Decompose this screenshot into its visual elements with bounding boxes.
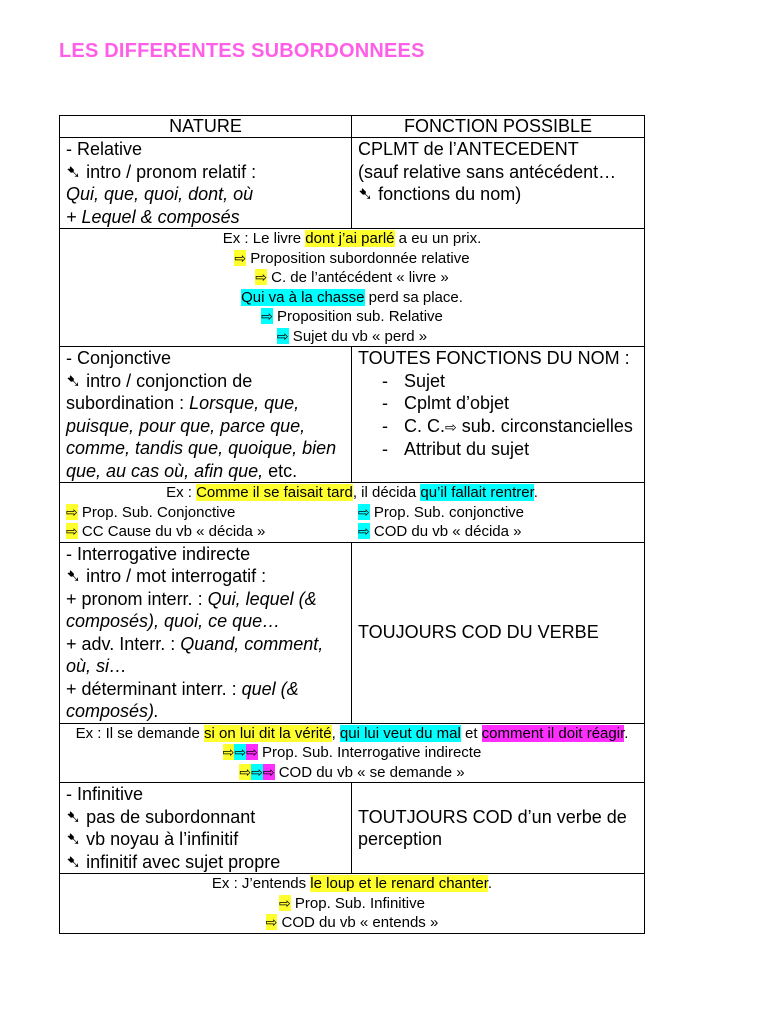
example-text: , [331,724,340,742]
example-text: COD du vb « se demande » [274,763,465,781]
relative-label: - Relative [66,139,143,159]
conjonctive-row [60,347,645,483]
example-text: a eu un prix. [394,230,482,247]
relative-intro: intro / pronom relatif : [86,161,257,182]
header-nature: NATURE [60,116,352,138]
example-text: Prop. Sub. conjonctive [369,503,524,521]
arrow-icon: ⇨ [66,503,78,520]
hook-arrow-icon: ➷ [66,370,82,391]
list-item: - Sujet [404,370,638,393]
interrogative-adv: + adv. Interr. : [66,633,181,654]
example-text: . [624,724,629,742]
arrow-icon: ⇨ [234,744,247,760]
interrogative-pronom: + pronom interr. : [66,588,208,609]
subordinate-table [59,115,645,934]
relative-fonction-note: (sauf relative sans antécédent… [358,161,617,182]
conjonctive-nature [60,347,352,483]
interrogative-example [60,723,645,783]
infinitive-line: pas de subordonnant [86,806,256,827]
list-item: - Cplmt d’objet [404,392,638,415]
example-text: perd sa place. [364,288,463,306]
conjonctive-example-row [60,483,645,543]
header-fonction: FONCTION POSSIBLE [352,116,645,138]
conjonctive-intro: intro / conjonction de subordination : [66,370,253,413]
example-text: . [487,875,493,892]
infinitive-example [60,874,645,934]
relative-fonction-main: CPLMT de l’ANTECEDENT [358,139,579,159]
list-item-suffix: sub. circonstancielles [456,415,633,436]
list-item: - Attribut du sujet [404,438,638,461]
arrow-icon: ⇨ [251,763,263,780]
arrow-icon: ⇨ [246,744,258,760]
infinitive-line: vb noyau à l’infinitif [86,829,239,849]
example-text: CC Cause du vb « décida » [77,523,266,540]
highlight-yellow: dont j’ai parlé [305,230,395,247]
example-text: Ex : Le livre [222,230,306,247]
example-text: C. de l’antécédent « livre » [266,269,449,286]
hook-arrow-icon: ➷ [66,829,82,849]
example-text: Ex : J’entends [211,875,311,892]
arrow-icon: ⇨ [234,249,247,266]
arrow-icon: ⇨ [239,763,252,780]
infinitive-example-row [60,874,645,934]
infinitive-line: infinitif avec sujet propre [86,851,281,872]
conjonctive-fonction [352,347,645,483]
highlight-yellow: le loup et le renard chanter [310,875,488,892]
arrow-icon: ⇨ [66,523,78,539]
example-text: , il décida [352,484,421,501]
arrow-icon: ⇨ [261,308,273,324]
example-text: Sujet du vb « perd » [288,327,428,345]
relative-fonction [352,138,645,229]
arrow-icon: ⇨ [279,894,291,911]
relative-example [60,229,645,347]
arrow-icon: ⇨ [358,503,370,520]
relative-example-row [60,229,645,347]
arrow-icon: ⇨ [265,914,278,930]
infinitive-label: - Infinitive [66,784,144,804]
conjonctive-example [60,483,645,543]
conjonctive-label: - Conjonctive [66,348,172,368]
relative-nature [60,138,352,229]
example-text: Ex : [166,484,197,501]
hook-arrow-icon: ➷ [66,806,82,827]
arrow-icon: ⇨ [358,523,370,539]
conjonctive-fonction-main: TOUTES FONCTIONS DU NOM : [358,348,630,368]
relative-pronouns: Qui, que, quoi, dont, où [66,184,254,204]
highlight-cyan: qui lui veut du mal [339,724,461,742]
header-row [60,116,645,138]
conjonctive-etc: etc. [263,460,298,481]
interrogative-nature [60,542,352,723]
conjonctive-list: Lorsque, que, puisque, pour que, parce que, comme, tandis que, quoique, bien que, au cas où, afin que, [66,393,337,481]
arrow-icon: ⇨ [276,327,289,344]
arrow-icon: ⇨ [262,763,275,780]
arrow-icon: ⇨ [255,269,267,285]
infinitive-nature [60,783,352,874]
interrogative-row [60,542,645,723]
highlight-cyan: qu’il fallait rentrer [420,484,534,501]
interrogative-det-list: quel (& composés). [66,678,299,721]
interrogative-fonction: TOUJOURS COD DU VERBE [352,542,645,723]
fonction-list [358,370,638,461]
interrogative-label: - Interrogative indirecte [66,543,251,564]
example-text: . [533,484,538,501]
example-text: Prop. Sub. Conjonctive [77,503,236,521]
relative-fonction-nom: fonctions du nom) [378,184,522,204]
interrogative-intro: intro / mot interrogatif : [86,566,267,586]
arrow-icon: ⇨ [222,744,235,760]
interrogative-adv-list: Quand, comment, où, si… [66,633,324,676]
highlight-yellow: Comme il se faisait tard [196,484,353,501]
highlight-magenta: comment il doit réagir [481,724,625,742]
example-text: et [460,724,482,742]
hook-arrow-icon: ➷ [66,851,82,872]
interrogative-pronom-list: Qui, lequel (& composés), quoi, ce que… [66,588,317,631]
interrogative-det: + déterminant interr. : [66,678,242,699]
example-text: Proposition sub. Relative [272,308,443,325]
example-text: Proposition subordonnée relative [246,249,470,267]
highlight-cyan: Qui va à la chasse [241,288,365,306]
interrogative-example-row [60,723,645,783]
highlight-yellow: si on lui dit la vérité [204,724,332,742]
example-text: COD du vb « décida » [369,523,522,540]
hook-arrow-icon: ➷ [66,566,82,586]
example-text: Ex : Il se demande [75,724,204,742]
infinitive-row [60,783,645,874]
example-text: Prop. Sub. Infinitive [290,894,425,912]
hook-arrow-icon: ➷ [358,184,374,204]
list-item-label: C. C. [404,415,446,436]
infinitive-fonction: TOUTJOURS COD d’un verbe de perception [352,783,645,874]
arrow-icon: ⇨ [445,418,457,435]
list-item [404,415,638,439]
example-text: COD du vb « entends » [277,914,439,931]
hook-arrow-icon: ➷ [66,161,82,182]
example-text: Prop. Sub. Interrogative indirecte [257,744,482,761]
relative-row [60,138,645,229]
page-title: LES DIFFERENTES SUBORDONNEES [59,40,425,62]
relative-lequel: + Lequel & composés [66,206,240,227]
